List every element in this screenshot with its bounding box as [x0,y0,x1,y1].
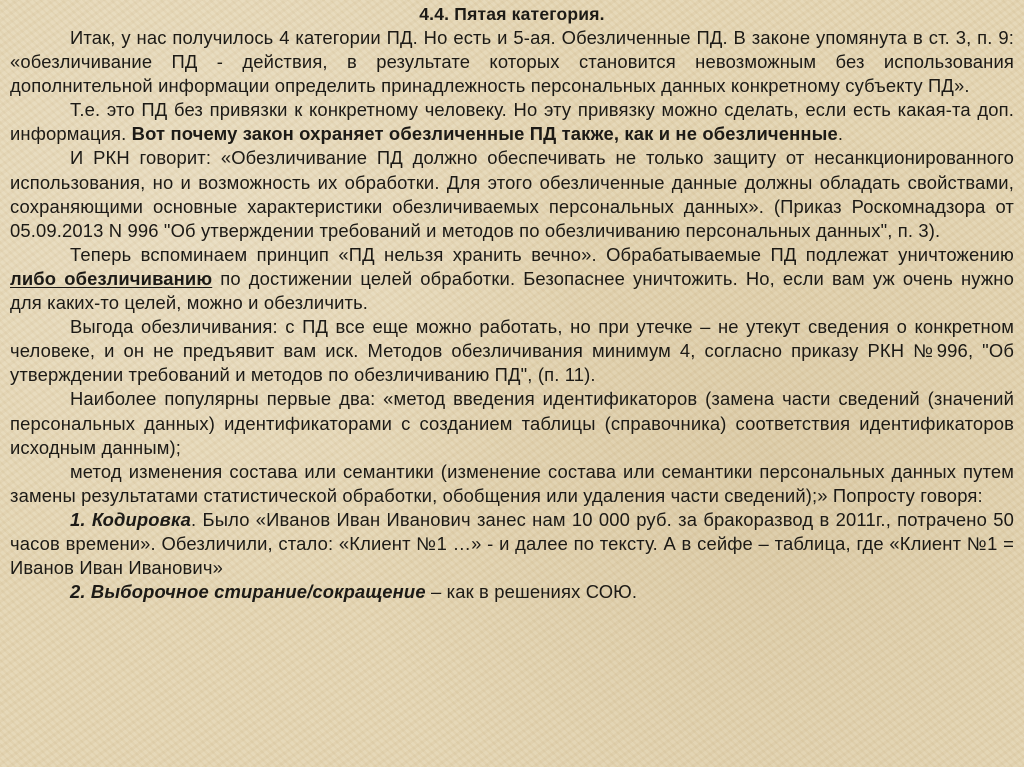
example-erasure-text: – как в решениях СОЮ. [425,581,638,603]
paragraph-method-two: метод изменения состава или семантики (изменение состава или семантики персональных данных путем замены результатами статистической обработки, обобщения или удаления части сведений);» Попросту говоря: [10,460,1014,506]
paragraph-example-erasure [10,580,1014,604]
paragraph-methods: Наиболее популярны первые два: «метод введения идентификаторов (замена части сведений (значений персональных данных) идентификаторами с созданием таблицы (справочника) соответствия идентификаторов исходным данным); [10,388,1014,458]
paragraph-example-coding [10,508,1014,580]
example-erasure-heading: 2. Выборочное стирание/сокращение [70,581,426,603]
paragraph-explanation-emphasis: Вот почему закон охраняет обезличенные ПД также, как и не обезличенные [131,123,838,145]
paragraph-principle-end: по достижении целей обработки. Безопаснее уничтожить. Но, если вам уж очень нужно для каких-то целей, можно и обезличить. [10,267,1014,314]
paragraph-rkn-quote: И РКН говорит: «Обезличивание ПД должно обеспечивать не только защиту от несанкционированного использования, но и возможность их обработки. Для этого обезличенные данные должны обладать свойствами, сохраняющими основные характеристики обезличиваемых персональных данных». (Приказ Роскомнадзора от 05.09.2013 N 996 "Об утверждении требований и методов по обезличиванию персональных данных", п. 3). [10,147,1014,241]
paragraph-principle-start: Теперь вспоминаем принцип «ПД нельзя хранить вечно». Обрабатываемые ПД подлежат уничтожению [70,243,1014,265]
example-coding-heading: 1. Кодировка [70,508,192,530]
paragraph-benefit: Выгода обезличивания: с ПД все еще можно работать, но при утечке – не утекут сведения о конкретном человеке, и он не предъявит вам иск. Методов обезличивания минимум 4, согласно приказу РКН №996, "Об утверждении требований и методов по обезличиванию ПД", (п. 11). [10,316,1014,386]
paragraph-explanation-end: . [837,123,844,145]
paragraph-principle [10,243,1014,315]
section-title: 4.4. Пятая категория. [419,4,605,24]
example-coding-text: . Было «Иванов Иван Иванович занес нам 10 000 руб. за бракоразвод в 2011г., потрачено 50 часов времени». Обезличили, стало: «Клиент №1 …» - и далее по тексту. А в сейфе – таблица, где «Клиент №1 = Иванов Иван Иванович» [10,508,1014,579]
paragraph-explanation-text: Т.е. это ПД без привязки к конкретному человеку. Но эту привязку можно сделать, если есть какая-та доп. информация. [10,99,1014,145]
paragraph-intro: Итак, у нас получилось 4 категории ПД. Но есть и 5-ая. Обезличенные ПД. В законе упомянута в ст. 3, п. 9: «обезличивание ПД - действия, в результате которых становится невозможным без использования дополнительной информации определить принадлежность персональных данных конкретному субъекту ПД». [10,27,1014,97]
paragraph-principle-underlined: либо обезличиванию [10,267,213,289]
paragraph-explanation [10,98,1014,146]
